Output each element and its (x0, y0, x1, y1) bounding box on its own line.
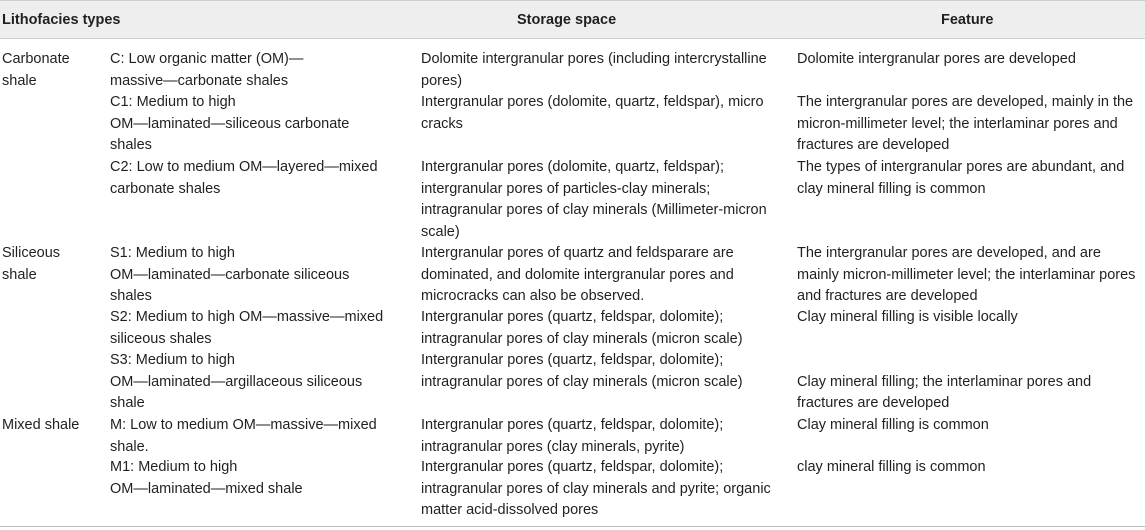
cell-storage-line: intragranular pores of clay minerals (micron scale) (421, 373, 743, 390)
cell-storage-line: intragranular pores of clay minerals (micron scale) (421, 330, 743, 347)
cell-feature-line: The intergranular pores are developed, and are (797, 245, 1101, 261)
cell-type-line: C2: Low to medium OM—layered—mixed (110, 159, 378, 175)
cell-feature-line: Clay mineral filling is visible locally (797, 309, 1018, 325)
cell-storage-line: microcracks can also be observed. (421, 288, 645, 305)
cell-storage-line: Intergranular pores (dolomite, quartz, feldspar), micro (421, 94, 764, 110)
cell-type-line: S2: Medium to high OM—massive—mixed (110, 309, 384, 325)
cell-group-line: Siliceous (2, 245, 61, 261)
cell-type-line: S1: Medium to high (110, 245, 235, 261)
cell-storage-line: Intergranular pores of quartz and feldsparare are (421, 245, 734, 261)
cell-type-line: siliceous shales (110, 330, 212, 347)
header-lithofacies: Lithofacies types (2, 12, 121, 28)
cell-feature-line: clay mineral filling is common (797, 180, 986, 197)
cell-storage-line: Dolomite intergranular pores (including intercrystalline (421, 51, 767, 67)
cell-feature-line: Dolomite intergranular pores are developed (797, 51, 1076, 67)
cell-type-line: shales (110, 288, 152, 305)
cell-type-line: OM—laminated—mixed shale (110, 480, 303, 497)
cell-group-line: Mixed shale (2, 417, 80, 433)
table-header (0, 0, 1145, 39)
cell-feature-line: fractures are developed (797, 137, 950, 154)
cell-type-line: C1: Medium to high (110, 94, 236, 110)
cell-type-line: massive—carbonate shales (110, 72, 289, 89)
cell-type-line: OM—laminated—siliceous carbonate (110, 115, 350, 132)
cell-type-line: shale (110, 395, 145, 412)
cell-storage-line: intergranular pores of particles-clay minerals; (421, 180, 711, 197)
cell-storage-line: Intergranular pores (quartz, feldspar, dolomite); (421, 459, 724, 475)
cell-storage-line: intragranular pores of clay minerals (Millimeter-micron (421, 202, 767, 219)
cell-storage-line: Intergranular pores (quartz, feldspar, dolomite); (421, 352, 724, 368)
cell-feature-line: and fractures are developed (797, 288, 978, 305)
cell-group-line: shale (2, 72, 37, 89)
cell-type-line: shales (110, 137, 152, 154)
cell-type-line: shale. (110, 438, 149, 455)
cell-group-line: shale (2, 266, 37, 283)
cell-storage-line: Intergranular pores (quartz, feldspar, dolomite); (421, 309, 724, 325)
bottom-rule (0, 526, 1145, 527)
cell-feature-line: micron-millimeter level; the interlaminar pores and (797, 115, 1118, 132)
cell-storage-line: dominated, and dolomite intergranular pores and (421, 266, 734, 283)
cell-storage-line: scale) (421, 223, 460, 240)
cell-type-line: C: Low organic matter (OM)— (110, 51, 304, 67)
header-storage: Storage space (517, 12, 617, 28)
header-feature: Feature (941, 12, 994, 28)
cell-storage-line: intragranular pores (clay minerals, pyrite) (421, 438, 685, 455)
cell-feature-line: clay mineral filling is common (797, 459, 986, 475)
cell-storage-line: cracks (421, 115, 463, 132)
cell-group-line: Carbonate (2, 51, 70, 67)
cell-storage-line: Intergranular pores (quartz, feldspar, dolomite); (421, 417, 724, 433)
cell-feature-line: Clay mineral filling is common (797, 417, 989, 433)
cell-type-line: carbonate shales (110, 180, 221, 197)
cell-storage-line: Intergranular pores (dolomite, quartz, feldspar); (421, 159, 725, 175)
cell-feature-line: The intergranular pores are developed, mainly in the (797, 94, 1134, 110)
cell-storage-line: pores) (421, 72, 463, 89)
cell-type-line: M1: Medium to high (110, 459, 238, 475)
cell-feature-line: fractures are developed (797, 395, 950, 412)
cell-storage-line: intragranular pores of clay minerals and pyrite; organic (421, 480, 771, 497)
cell-feature-line: mainly micron-millimeter level; the interlaminar pores (797, 266, 1136, 283)
cell-type-line: OM—laminated—argillaceous siliceous (110, 373, 363, 390)
cell-type-line: M: Low to medium OM—massive—mixed (110, 417, 377, 433)
cell-feature-line: The types of intergranular pores are abundant, and (797, 159, 1125, 175)
cell-type-line: OM—laminated—carbonate siliceous (110, 266, 350, 283)
cell-type-line: S3: Medium to high (110, 352, 235, 368)
cell-storage-line: matter acid-dissolved pores (421, 502, 599, 519)
cell-feature-line: Clay mineral filling; the interlaminar pores and (797, 373, 1092, 390)
